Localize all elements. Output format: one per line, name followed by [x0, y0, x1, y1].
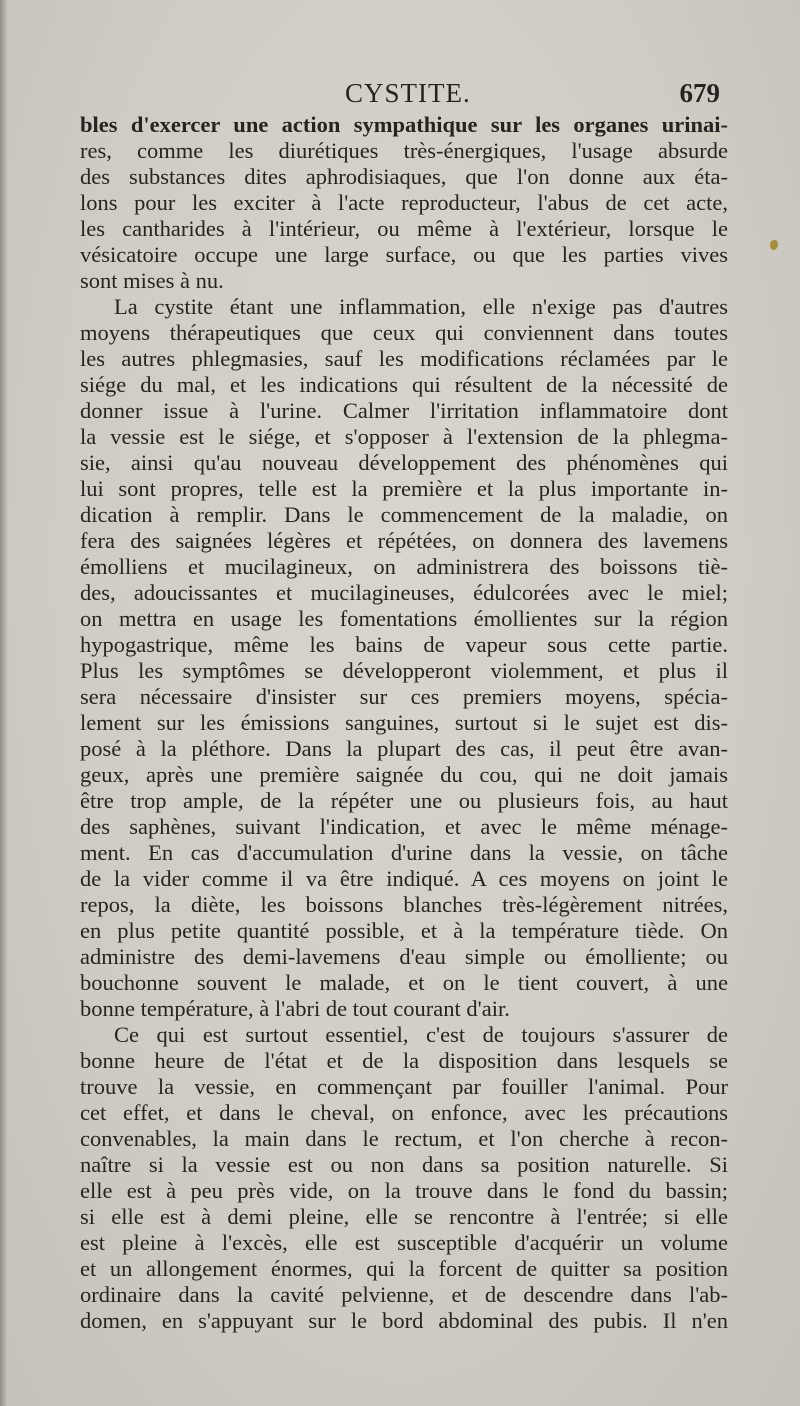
- text-line: siége du mal, et les indications qui résultent de la nécessité de: [80, 372, 728, 397]
- text-line: dication à remplir. Dans le commencement de la maladie, on: [80, 502, 728, 527]
- ink-spot: [770, 240, 778, 250]
- text-line: des, adoucissantes et mucilagineuses, édulcorées avec le miel;: [80, 580, 728, 605]
- text-line: lui sont propres, telle est la première et la plus importante in-: [80, 476, 728, 501]
- running-title: CYSTITE.: [345, 78, 471, 108]
- text-line: naître si la vessie est ou non dans sa position naturelle. Si: [80, 1152, 728, 1177]
- text-line: est pleine à l'excès, elle est susceptible d'acquérir un volume: [80, 1230, 728, 1255]
- text-line: si elle est à demi pleine, elle se rencontre à l'entrée; si elle: [80, 1204, 728, 1229]
- text-line: fera des saignées légères et répétées, on donnera des lavemens: [80, 528, 728, 553]
- text-line: et un allongement énormes, qui la forcent de quitter sa position: [80, 1256, 728, 1281]
- text-line: ment. En cas d'accumulation d'urine dans la vessie, on tâche: [80, 840, 728, 865]
- text-line: ordinaire dans la cavité pelvienne, et de descendre dans l'ab-: [80, 1282, 728, 1307]
- text-line: Plus les symptômes se développeront violemment, et plus il: [80, 658, 728, 683]
- text-line: elle est à peu près vide, on la trouve dans le fond du bassin;: [80, 1178, 728, 1203]
- text-line: res, comme les diurétiques très-énergiques, l'usage absurde: [80, 138, 728, 163]
- text-line: les cantharides à l'intérieur, ou même à l'extérieur, lorsque le: [80, 216, 728, 241]
- text-line: donner issue à l'urine. Calmer l'irritation inflammatoire dont: [80, 398, 728, 423]
- text-line: hypogastrique, même les bains de vapeur sous cette partie.: [80, 632, 728, 657]
- text-line: être trop ample, de la répéter une ou plusieurs fois, au haut: [80, 788, 728, 813]
- text-line: geux, après une première saignée du cou, qui ne doit jamais: [80, 762, 728, 787]
- text-line: moyens thérapeutiques que ceux qui conviennent dans toutes: [80, 320, 728, 345]
- text-line: émolliens et mucilagineux, on administrera des boissons tiè-: [80, 554, 728, 579]
- text-line: sera nécessaire d'insister sur ces premiers moyens, spécia-: [80, 684, 728, 709]
- page-binding-edge: [0, 0, 8, 1406]
- text-line: domen, en s'appuyant sur le bord abdominal des pubis. Il n'en: [80, 1308, 728, 1333]
- page-header: [80, 78, 720, 112]
- text-line: en plus petite quantité possible, et à la température tiède. On: [80, 918, 728, 943]
- text-line: bonne température, à l'abri de tout courant d'air.: [80, 996, 510, 1021]
- text-line: bles d'exercer une action sympathique sur les organes urinai-: [80, 112, 728, 137]
- text-line: de la vider comme il va être indiqué. A ces moyens on joint le: [80, 866, 728, 891]
- page-number: 679: [679, 78, 720, 108]
- text-line: sont mises à nu.: [80, 268, 224, 293]
- text-line: repos, la diète, les boissons blanches très-légèrement nitrées,: [80, 892, 728, 917]
- text-line: les autres phlegmasies, sauf les modifications réclamées par le: [80, 346, 728, 371]
- text-line: lons pour les exciter à l'acte reproducteur, l'abus de cet acte,: [80, 190, 728, 215]
- text-line: bonne heure de l'état et de la disposition dans lesquels se: [80, 1048, 728, 1073]
- paragraph-start-line: Ce qui est surtout essentiel, c'est de toujours s'assurer de: [114, 1022, 728, 1047]
- text-line: on mettra en usage les fomentations émollientes sur la région: [80, 606, 728, 631]
- text-line: convenables, la main dans le rectum, et l'on cherche à recon-: [80, 1126, 728, 1151]
- text-line: vésicatoire occupe une large surface, ou que les parties vives: [80, 242, 728, 267]
- text-line: lement sur les émissions sanguines, surtout si le sujet est dis-: [80, 710, 728, 735]
- text-line: cet effet, et dans le cheval, on enfonce, avec les précautions: [80, 1100, 728, 1125]
- text-line: des substances dites aphrodisiaques, que l'on donne aux éta-: [80, 164, 728, 189]
- text-line: la vessie est le siége, et s'opposer à l'extension de la phlegma-: [80, 424, 728, 449]
- text-line: sie, ainsi qu'au nouveau développement des phénomènes qui: [80, 450, 728, 475]
- body-text: [80, 112, 728, 1334]
- text-line: administre des demi-lavemens d'eau simple ou émolliente; ou: [80, 944, 728, 969]
- text-line: posé à la pléthore. Dans la plupart des cas, il peut être avan-: [80, 736, 728, 761]
- paragraph-start-line: La cystite étant une inflammation, elle n'exige pas d'autres: [114, 294, 728, 319]
- text-line: trouve la vessie, en commençant par fouiller l'animal. Pour: [80, 1074, 728, 1099]
- text-line: bouchonne souvent le malade, et on le tient couvert, à une: [80, 970, 728, 995]
- text-line: des saphènes, suivant l'indication, et avec le même ménage-: [80, 814, 728, 839]
